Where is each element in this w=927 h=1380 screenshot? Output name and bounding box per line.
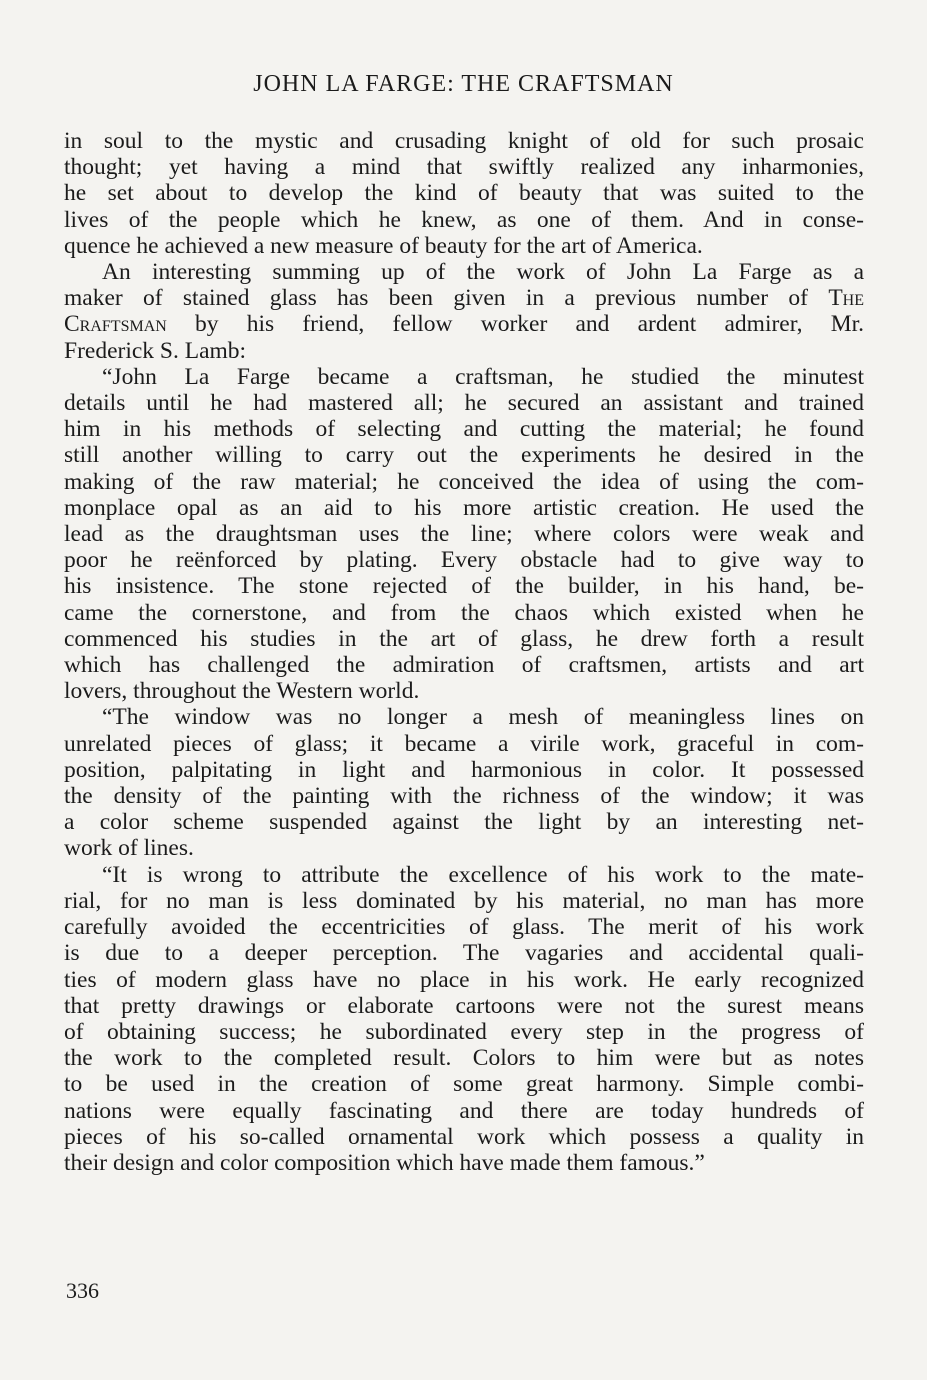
text-line: ties of modern glass have no place in his work. He early recognized [64, 966, 864, 993]
text-line: lead as the draughtsman uses the line; where colors were weak and [64, 521, 864, 548]
magazine-title: Craftsman [64, 311, 167, 338]
text-line: quence he achieved a new measure of beauty for the art of America. [64, 232, 703, 259]
text-line: pieces of his so-called ornamental work which possess a quality in [64, 1123, 864, 1150]
text-line: him in his methods of selecting and cutting the material; he found [64, 416, 864, 443]
text-line: “The window was no longer a mesh of meaningless lines on [102, 704, 864, 731]
text-line: monplace opal as an aid to his more artistic creation. He used the [64, 494, 864, 521]
text-line: “It is wrong to attribute the excellence of his work to the mate- [102, 861, 864, 888]
text-line: Frederick S. Lamb: [64, 337, 247, 364]
text-line: their design and color composition which have made them famous.” [64, 1149, 705, 1176]
running-title: JOHN LA FARGE: THE CRAFTSMAN [253, 71, 674, 97]
paragraph-5 [64, 862, 864, 1176]
text-line: thought; yet having a mind that swiftly realized any inharmonies, [64, 154, 864, 181]
text-line: lovers, throughout the Western world. [64, 678, 420, 705]
paragraph-3 [64, 364, 864, 705]
paragraph-1 [64, 128, 864, 259]
text-line [64, 311, 864, 337]
text-line: An interesting summing up of the work of John La Farge as a [102, 259, 864, 286]
text-line: work of lines. [64, 835, 194, 862]
magazine-title: The [828, 285, 864, 312]
text-line: nations were equally fascinating and there are today hundreds of [64, 1097, 864, 1124]
text-line: in soul to the mystic and crusading knight of old for such prosaic [64, 128, 864, 154]
text-line: making of the raw material; he conceived the idea of using the com- [64, 468, 864, 495]
text-line: still another willing to carry out the experiments he desired in the [64, 442, 864, 469]
text-line: his insistence. The stone rejected of the builder, in his hand, be- [64, 573, 864, 600]
text-line: position, palpitating in light and harmonious in color. It possessed [64, 756, 864, 783]
body-text [64, 128, 864, 1176]
page-number: 336 [66, 1278, 99, 1303]
text-line: is due to a deeper perception. The vagaries and accidental quali- [64, 940, 864, 967]
paragraph-4 [64, 704, 864, 861]
text-line: “John La Farge became a craftsman, he studied the minutest [102, 363, 864, 390]
text-line: that pretty drawings or elaborate cartoons were not the surest means [64, 992, 864, 1019]
text-line: rial, for no man is less dominated by his material, no man has more [64, 887, 864, 914]
text-line: commenced his studies in the art of glass, he drew forth a result [64, 625, 864, 652]
text-line: details until he had mastered all; he secured an assistant and trained [64, 390, 864, 417]
text-run: by his friend, fellow worker and ardent admirer, Mr. [166, 311, 864, 338]
paragraph-2 [64, 259, 864, 364]
text-line: of obtaining success; he subordinated every step in the progress of [64, 1018, 864, 1045]
text-line: which has challenged the admiration of craftsmen, artists and art [64, 652, 864, 679]
text-line [64, 285, 864, 311]
text-line: the density of the painting with the richness of the window; it was [64, 783, 864, 810]
text-run: maker of stained glass has been given in a previous number of [64, 285, 829, 312]
text-line: a color scheme suspended against the light by an interesting net- [64, 809, 864, 836]
text-line: carefully avoided the eccentricities of glass. The merit of his work [64, 914, 864, 941]
text-line: he set about to develop the kind of beauty that was suited to the [64, 180, 864, 207]
text-line: to be used in the creation of some great harmony. Simple combi- [64, 1071, 864, 1098]
text-line: came the cornerstone, and from the chaos which existed when he [64, 599, 864, 626]
text-line: unrelated pieces of glass; it became a virile work, graceful in com- [64, 730, 864, 757]
text-line: lives of the people which he knew, as one of them. And in conse- [64, 206, 864, 233]
text-line: the work to the completed result. Colors to him were but as notes [64, 1045, 864, 1072]
text-line: poor he reënforced by plating. Every obstacle had to give way to [64, 547, 864, 574]
